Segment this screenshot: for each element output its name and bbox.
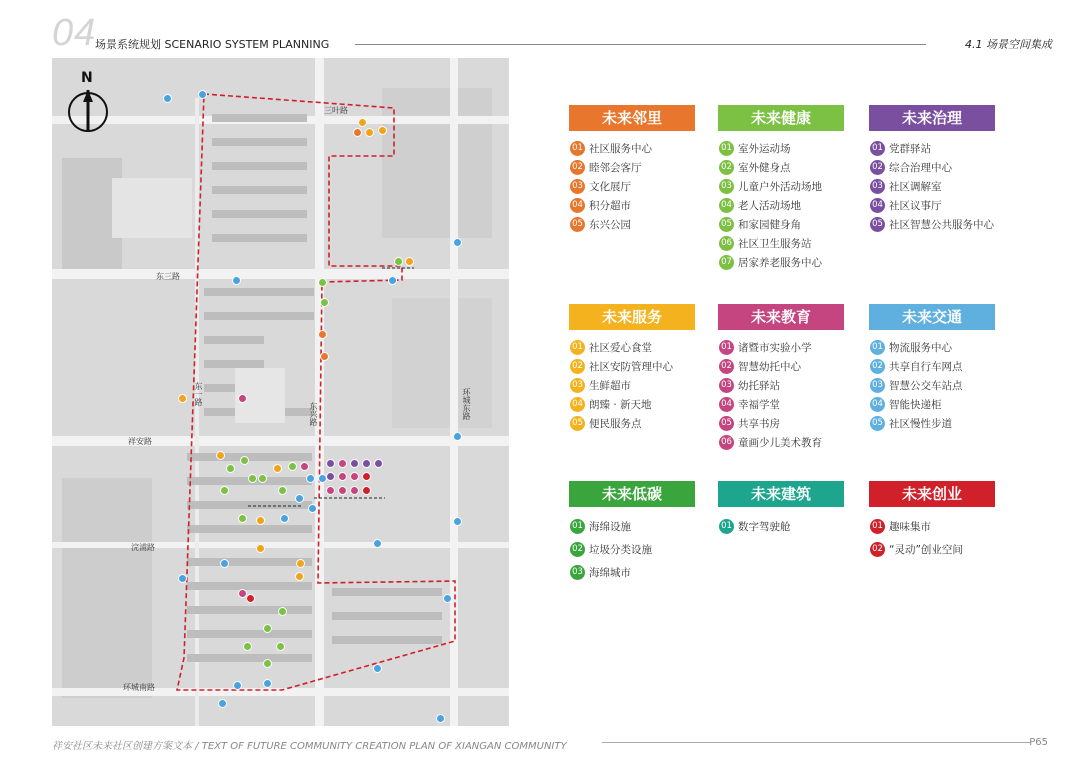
legend-item-number: 03 [870, 179, 885, 194]
legend-item [719, 253, 844, 272]
road-label-xiangan: 祥安路 [128, 437, 152, 446]
map-marker-icon [278, 486, 287, 495]
legend-item [719, 215, 844, 234]
map-marker-icon [338, 486, 347, 495]
map-marker-icon [296, 559, 305, 568]
legend-item-label: 社区慢性步道 [889, 418, 952, 430]
map-marker-icon [358, 118, 367, 127]
legend-item [719, 395, 844, 414]
legend-item-label: 智慧幼托中心 [738, 361, 801, 373]
legend-item-number: 05 [570, 416, 585, 431]
legend-group [569, 481, 695, 584]
legend-item [719, 177, 844, 196]
legend-item-label: 幼托驿站 [738, 380, 780, 392]
road-label-dongsan: 东三路 [156, 272, 180, 281]
legend-item-label: 室外运动场 [738, 143, 791, 155]
legend-item [870, 515, 995, 538]
legend-item [870, 139, 995, 158]
map-marker-icon [362, 472, 371, 481]
legend-item [570, 139, 695, 158]
legend-item-number: 02 [719, 359, 734, 374]
legend-item-number: 03 [570, 179, 585, 194]
legend-item [719, 515, 844, 538]
legend-item-number: 01 [870, 340, 885, 355]
legend-item-label: 文化展厅 [589, 181, 631, 193]
legend-item [719, 433, 844, 452]
map-marker-icon [246, 594, 255, 603]
map-marker-icon [453, 238, 462, 247]
road-label-huancheng-dong: 环城东路 [462, 388, 471, 420]
legend-item [570, 376, 695, 395]
legend-item-number: 03 [719, 179, 734, 194]
legend-item-label: 社区智慧公共服务中心 [889, 219, 994, 231]
road-label-dongxing: 东兴路 [309, 402, 318, 426]
map-marker-icon [326, 486, 335, 495]
compass-label: N [81, 70, 93, 86]
legend-title: 未来教育 [718, 304, 844, 330]
legend-title: 未来服务 [569, 304, 695, 330]
map-marker-icon [163, 94, 172, 103]
section-number: 04 [52, 12, 97, 54]
map-marker-icon [218, 699, 227, 708]
map-marker-icon [373, 664, 382, 673]
footer-divider [602, 742, 1030, 743]
road-label-binpu: 浣浦路 [131, 543, 155, 552]
legend-title: 未来创业 [869, 481, 995, 507]
legend-item-label: 老人活动场地 [738, 200, 801, 212]
legend-item-label: 综合治理中心 [889, 162, 952, 174]
map-marker-icon [178, 574, 187, 583]
map-marker-icon [256, 544, 265, 553]
legend-item-number: 07 [719, 255, 734, 270]
map-marker-icon [273, 464, 282, 473]
legend-title: 未来交通 [869, 304, 995, 330]
map-marker-icon [378, 126, 387, 135]
legend-item-number: 01 [570, 519, 585, 534]
legend-item-label: 海绵城市 [589, 567, 631, 579]
legend-item-label: 共享书房 [738, 418, 780, 430]
map-marker-icon [256, 516, 265, 525]
legend-item-label: 室外健身点 [738, 162, 791, 174]
legend-item-label: 党群驿站 [889, 143, 931, 155]
map-marker-icon [263, 624, 272, 633]
legend-item-number: 02 [870, 359, 885, 374]
map-marker-icon [353, 128, 362, 137]
map-marker-icon [280, 514, 289, 523]
legend-item-label: 社区安防管理中心 [589, 361, 673, 373]
legend-item-number: 01 [719, 519, 734, 534]
legend-item-label: 居家养老服务中心 [738, 257, 822, 269]
map-marker-icon [374, 459, 383, 468]
legend-title: 未来邻里 [569, 105, 695, 131]
legend-item-number: 04 [870, 397, 885, 412]
map-marker-icon [388, 276, 397, 285]
legend-item-number: 03 [570, 378, 585, 393]
legend-item-label: 积分超市 [589, 200, 631, 212]
legend-item-label: 东兴公园 [589, 219, 631, 231]
map-marker-icon [295, 494, 304, 503]
legend-item-number: 02 [870, 542, 885, 557]
section-subtitle: 4.1 场景空间集成 [965, 38, 1052, 51]
legend-item-number: 04 [870, 198, 885, 213]
legend-item-number: 06 [719, 236, 734, 251]
legend-item-number: 06 [719, 435, 734, 450]
legend-item-label: 儿童户外活动场地 [738, 181, 822, 193]
legend-item-label: 便民服务点 [589, 418, 642, 430]
map-marker-icon [220, 486, 229, 495]
legend-item-number: 02 [719, 160, 734, 175]
header-divider [355, 44, 926, 45]
legend-item [570, 357, 695, 376]
legend-item-label: 物流服务中心 [889, 342, 952, 354]
legend-item-label: “灵动”创业空间 [889, 544, 963, 556]
map-marker-icon [318, 278, 327, 287]
legend-item-label: 幸福学堂 [738, 399, 780, 411]
legend-item [719, 196, 844, 215]
map-marker-icon [243, 642, 252, 651]
road-label-huancheng-nan: 环城南路 [123, 683, 155, 692]
map-marker-icon [178, 394, 187, 403]
legend-item-number: 02 [570, 542, 585, 557]
legend-item-number: 02 [870, 160, 885, 175]
legend-group [718, 304, 844, 452]
page-number: P65 [1029, 737, 1048, 748]
legend-group [569, 304, 695, 433]
legend-item-label: 社区议事厅 [889, 200, 942, 212]
page-title: 场景系统规划 SCENARIO SYSTEM PLANNING [95, 38, 330, 51]
map-marker-icon [326, 472, 335, 481]
legend-group [869, 481, 995, 561]
legend-item-label: 生鲜超市 [589, 380, 631, 392]
map-marker-icon [288, 462, 297, 471]
legend-item-number: 03 [719, 378, 734, 393]
map-marker-icon [216, 451, 225, 460]
legend-item-number: 01 [570, 340, 585, 355]
legend-item-number: 05 [570, 217, 585, 232]
map-marker-icon [436, 714, 445, 723]
map-marker-icon [350, 472, 359, 481]
map-marker-icon [405, 257, 414, 266]
legend-item-number: 01 [570, 141, 585, 156]
map-graphic [52, 58, 509, 726]
map-marker-icon [443, 594, 452, 603]
legend-item [870, 538, 995, 561]
legend-item [870, 357, 995, 376]
map-marker-icon [338, 459, 347, 468]
map-marker-icon [300, 462, 309, 471]
legend-title: 未来低碳 [569, 481, 695, 507]
map-marker-icon [232, 276, 241, 285]
legend-item [870, 215, 995, 234]
legend-item-label: 社区服务中心 [589, 143, 652, 155]
legend-item [570, 158, 695, 177]
legend-item-label: 睦邻会客厅 [589, 162, 642, 174]
map-marker-icon [248, 474, 257, 483]
map-marker-icon [394, 257, 403, 266]
legend-item-number: 03 [870, 378, 885, 393]
map-marker-icon [306, 474, 315, 483]
map-marker-icon [295, 572, 304, 581]
legend-item-label: 社区爱心食堂 [589, 342, 652, 354]
map-marker-icon [226, 464, 235, 473]
legend-item [719, 357, 844, 376]
legend-item-label: 智能快递柜 [889, 399, 942, 411]
legend-item-label: 趣味集市 [889, 521, 931, 533]
footer-text: 祥安社区未来社区创建方案文本 / TEXT OF FUTURE COMMUNITY CREATION PLAN OF XIANGAN COMMUNITY [52, 741, 567, 752]
legend-item-label: 社区卫生服务站 [738, 238, 812, 250]
map-marker-icon [263, 679, 272, 688]
map-marker-icon [365, 128, 374, 137]
legend-item-number: 02 [570, 359, 585, 374]
legend-item-number: 01 [870, 141, 885, 156]
map-marker-icon [326, 459, 335, 468]
map-marker-icon [258, 474, 267, 483]
legend-item [870, 177, 995, 196]
map-marker-icon [350, 459, 359, 468]
map-marker-icon [276, 642, 285, 651]
map-marker-icon [453, 517, 462, 526]
map-marker-icon [308, 504, 317, 513]
legend-group [718, 105, 844, 272]
legend-item-number: 04 [570, 397, 585, 412]
legend-item [719, 234, 844, 253]
legend-item-label: 社区调解室 [889, 181, 942, 193]
legend-item [570, 196, 695, 215]
road-label-dongyi: 东一路 [194, 382, 203, 406]
map-marker-icon [263, 659, 272, 668]
legend-item [570, 395, 695, 414]
legend-item [570, 561, 695, 584]
legend-item [570, 177, 695, 196]
legend-item [570, 338, 695, 357]
legend-item-number: 01 [870, 519, 885, 534]
legend-item-number: 01 [719, 141, 734, 156]
legend-item-label: 童画少儿美术教育 [738, 437, 822, 449]
legend-item-number: 05 [870, 416, 885, 431]
legend-item [870, 158, 995, 177]
map-marker-icon [320, 352, 329, 361]
site-map [52, 58, 509, 726]
map-marker-icon [238, 514, 247, 523]
legend-item-number: 03 [570, 565, 585, 580]
map-marker-icon [453, 432, 462, 441]
legend-item-label: 诸暨市实验小学 [738, 342, 812, 354]
legend-group [869, 304, 995, 433]
legend-group [718, 481, 844, 538]
legend-item [719, 139, 844, 158]
legend-item-number: 05 [870, 217, 885, 232]
legend-item-label: 和家园健身角 [738, 219, 801, 231]
road-label-sanye: 三叶路 [324, 106, 348, 115]
legend-group [869, 105, 995, 234]
map-marker-icon [338, 472, 347, 481]
legend-item-label: 垃圾分类设施 [589, 544, 652, 556]
legend-item [870, 376, 995, 395]
legend-group [569, 105, 695, 234]
legend-item [719, 376, 844, 395]
legend-item-number: 01 [719, 340, 734, 355]
map-marker-icon [198, 90, 207, 99]
legend-item-label: 智慧公交车站点 [889, 380, 963, 392]
map-marker-icon [238, 394, 247, 403]
legend-title: 未来治理 [869, 105, 995, 131]
map-marker-icon [220, 559, 229, 568]
map-marker-icon [320, 298, 329, 307]
legend-item-label: 共享自行车网点 [889, 361, 963, 373]
legend-item [570, 215, 695, 234]
legend-item [570, 515, 695, 538]
legend-item-number: 04 [570, 198, 585, 213]
map-marker-icon [233, 681, 242, 690]
legend-item-number: 02 [570, 160, 585, 175]
legend-item [870, 196, 995, 215]
legend-item-number: 05 [719, 416, 734, 431]
legend-item [719, 414, 844, 433]
legend-item-label: 朗臻 · 新天地 [589, 399, 652, 411]
map-marker-icon [362, 459, 371, 468]
north-arrow-icon [66, 70, 110, 134]
map-marker-icon [318, 474, 327, 483]
legend-item [570, 538, 695, 561]
legend-title: 未来建筑 [718, 481, 844, 507]
legend-item-number: 04 [719, 198, 734, 213]
legend-item-label: 海绵设施 [589, 521, 631, 533]
legend-item [870, 414, 995, 433]
legend-item-number: 04 [719, 397, 734, 412]
legend-item-label: 数字驾驶舱 [738, 521, 791, 533]
legend-item [870, 395, 995, 414]
legend-title: 未来健康 [718, 105, 844, 131]
map-marker-icon [318, 330, 327, 339]
legend-item-number: 05 [719, 217, 734, 232]
legend-item [719, 338, 844, 357]
map-marker-icon [350, 486, 359, 495]
legend-item [570, 414, 695, 433]
map-marker-icon [278, 607, 287, 616]
map-marker-icon [362, 486, 371, 495]
legend-item [870, 338, 995, 357]
map-marker-icon [373, 539, 382, 548]
legend-item [719, 158, 844, 177]
map-marker-icon [240, 456, 249, 465]
